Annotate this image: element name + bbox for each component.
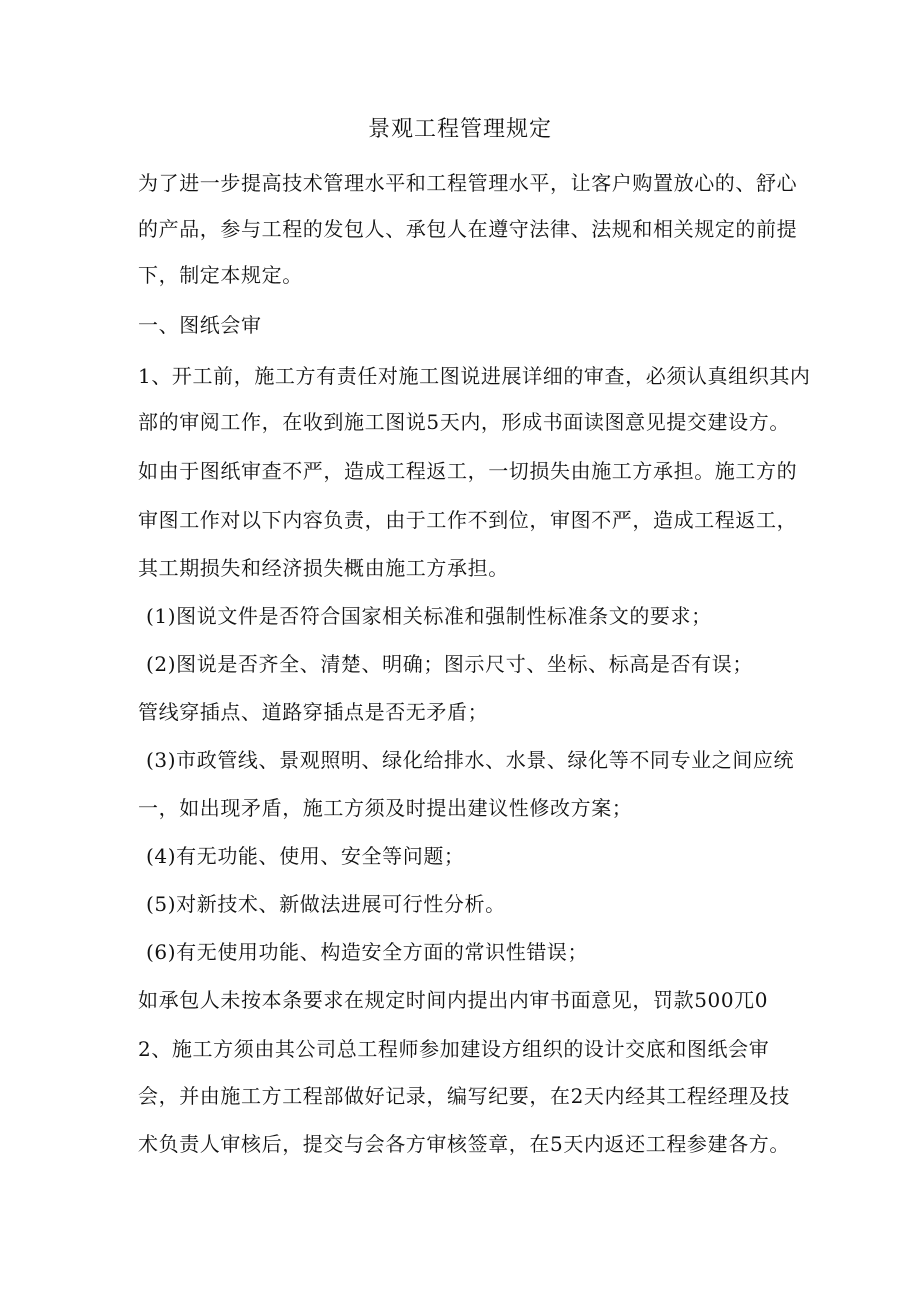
document-title: 景观工程管理规定 [367,117,552,142]
paragraph-line: 如承包人未按本条要求在规定时间内提出内审书面意见，罚款500兀0 [138,988,769,1012]
paragraph-line: 管线穿插点、道路穿插点是否无矛盾； [138,700,489,724]
list-item: (2)图说是否齐全、清楚、明确；图示尺寸、坐标、标高是否有误； [146,652,753,676]
paragraph-line: 一，如出现矛盾，施工方须及时提出建议性修改方案； [138,796,633,820]
list-item: (6)有无使用功能、构造安全方面的常识性错误； [146,940,589,964]
list-item: (3)市政管线、景观照明、绿化给排水、水景、绿化等不同专业之间应统 [146,748,795,772]
paragraph-line: 1、开工前，施工方有责任对施工图说进展详细的审查，必须认真组织其内 [138,364,811,388]
paragraph-line: 如由于图纸审查不严，造成工程返工，一切损失由施工方承担。施工方的 [138,459,798,483]
paragraph-line: 部的审阅工作，在收到施工图说5天内，形成书面读图意见提交建设方。 [138,410,790,434]
paragraph-line: 其工期损失和经济损失概由施工方承担。 [138,556,509,580]
section-heading: 一、图纸会审 [138,313,262,337]
list-item: (4)有无功能、使用、安全等问题； [146,844,465,868]
paragraph-line: 2、施工方须由其公司总工程师参加建设方组织的设计交底和图纸会审 [138,1037,770,1061]
paragraph-line: 会，并由施工方工程部做好记录，编写纪要，在2天内经其工程经理及技 [138,1084,790,1108]
list-item: (1)图说文件是否符合国家相关标准和强制性标准条文的要求； [146,604,712,628]
paragraph-line: 术负责人审核后，提交与会各方审核签章，在5天内返还工程参建各方。 [138,1132,790,1156]
paragraph-line: 下，制定本规定。 [138,263,303,287]
paragraph-line: 审图工作对以下内容负责，由于工作不到位，审图不严，造成工程返工， [138,508,798,532]
list-item: (5)对新技术、新做法进展可行性分析。 [146,892,506,916]
paragraph-line: 的产品，参与工程的发包人、承包人在遵守法律、法规和相关规定的前提 [138,217,798,241]
paragraph-line: 为了进一步提高技术管理水平和工程管理水平，让客户购置放心的、舒心 [138,171,798,195]
